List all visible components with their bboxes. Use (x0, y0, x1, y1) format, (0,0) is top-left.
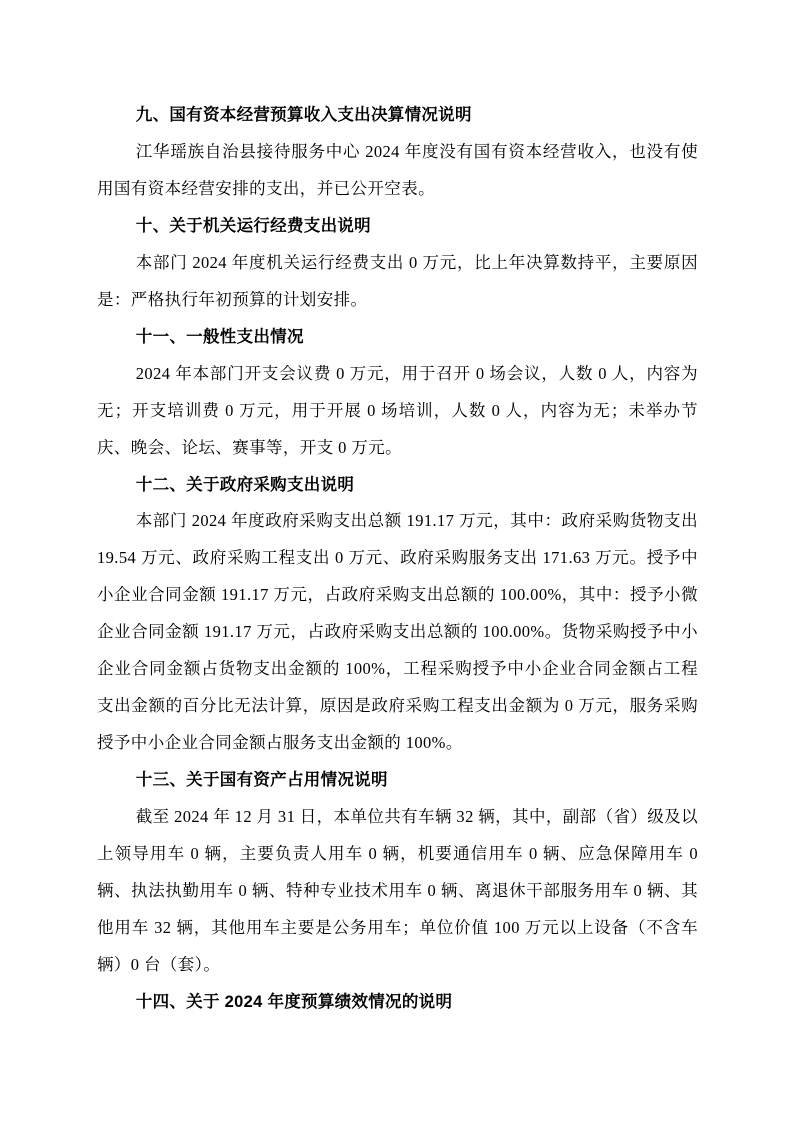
section-heading-11: 十一、一般性支出情况 (135, 327, 304, 346)
section-heading-10: 十、关于机关运行经费支出说明 (135, 216, 371, 235)
section-heading-12: 十二、关于政府采购支出说明 (135, 475, 355, 494)
section-13-paragraph: 截至 2024 年 12 月 31 日，本单位共有车辆 32 辆，其中，副部（省）级及以上领导用车 0 辆，主要负责人用车 0 辆，机要通信用车 0 辆、应急保障用车 0 辆、执法执勤用车 0 辆、特种专业技术用车 0 辆、离退休干部服务用车 0 辆、其他用车 32 辆，其他用车主要是公务用车；单位价值 100 万元以上设备（不含车辆）0 台（套）。 (97, 807, 698, 974)
section-11-paragraph: 2024 年本部门开支会议费 0 万元，用于召开 0 场会议，人数 0 人，内容为无；开支培训费 0 万元，用于开展 0 场培训，人数 0 人，内容为无；未举办节庆、晚会、论坛、赛事等，开支 0 万元。 (97, 363, 698, 457)
section-12-paragraph: 本部门 2024 年度政府采购支出总额 191.17 万元，其中：政府采购货物支出 19.54 万元、政府采购工程支出 0 万元、政府采购服务支出 171.63 万元。授予中小企业合同金额 191.17 万元，占政府采购支出总额的 100.00%，其中：授予小微企业合同金额 191.17 万元，占政府采购支出总额的 100.00%。货物采购授予中小企业合同金额占货物支出金额的 100%，工程采购授予中小企业合同金额占工程支出金额的百分比无法计算，原因是政府采购工程支出金额为 0 万元，服务采购授予中小企业合同金额占服务支出金额的 100%。 (97, 511, 698, 753)
section-heading-9: 九、国有资本经营预算收入支出决算情况说明 (135, 106, 472, 124)
section-heading-13: 十三、关于国有资产占用情况说明 (135, 771, 388, 790)
section-10-paragraph: 本部门 2024 年度机关运行经费支出 0 万元，比上年决算数持平，主要原因是：严格执行年初预算的计划安排。 (97, 252, 698, 309)
section-heading-14: 十四、关于 2024 年度预算绩效情况的说明 (135, 992, 453, 1011)
section-9-paragraph: 江华瑶族自治县接待服务中心 2024 年度没有国有资本经营收入，也没有使用国有资本经营安排的支出，并已公开空表。 (97, 141, 698, 198)
